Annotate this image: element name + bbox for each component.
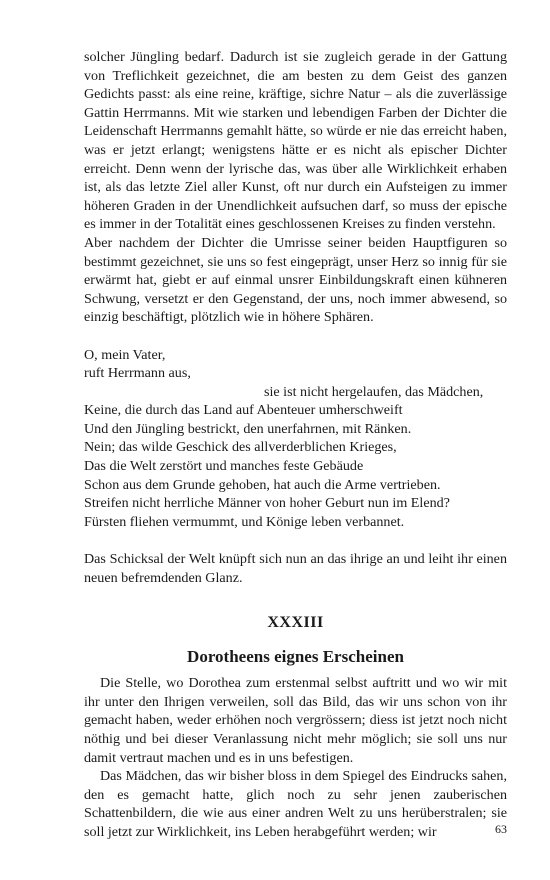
- page-body: [84, 48, 507, 842]
- verse-line: O, mein Vater,: [84, 346, 166, 363]
- verse-line: Und den Jüngling bestrickt, den unerfahrnen, mit Ränken.: [84, 420, 412, 437]
- verse-line: Streifen nicht herrliche Männer von hoher Geburt nun im Elend?: [84, 495, 450, 512]
- chapter-paragraph: Das Mädchen, das wir bisher bloss in dem Spiegel des Eindrucks sahen, den es gemacht hatte, glich noch zu sehr jenen zauberischen Schattenbildern, die wie aus einer andren Welt zu uns herüberstralen; sie soll jetzt zur Wirklichkeit, ins Leben herabgeführt werden; wir: [84, 768, 507, 840]
- verse-line: Nein; das wilde Geschick des allverderblichen Krieges,: [84, 439, 397, 456]
- spacer: [84, 531, 507, 550]
- page-number: 63: [495, 822, 507, 836]
- verse-quote: [84, 346, 507, 532]
- intro-paragraph: solcher Jüngling bedarf. Dadurch ist sie zugleich gerade in der Gattung von Treflichkeit gezeichnet, die am besten zu dem Geist des ganzen Gedichts passt: als eine reine, kräftige, sichre Natur – als die zuverlässige Gattin Herrmanns. Mit wie starken und lebendigen Farben der Dichter die Leidenschaft Herrmanns gemahlt hätte, so würde er nie das erreicht haben, was er jetzt erlangt; wenigstens hätte er es nicht als epischer Dichter erreicht. Denn wenn der lyrische das, was über alle Wirklichkeit erhaben ist, als das letzte Ziel aller Kunst, oft nur durch ein Aufsteigen zu immer höheren Graden in der Unendlichkeit aufsuchen darf, so muss der epische es immer in der Totalität eines geschlossenen Kreises zu finden verstehn.: [84, 49, 507, 233]
- intro-paragraph: Aber nachdem der Dichter die Umrisse seiner beiden Hauptfiguren so bestimmt gezeichnet, sie uns so fest eingeprägt, unser Herz so innig für sie erwärmt hat, giebt er auf einmal unsrer Einbildungskraft einen kühneren Schwung, versetzt er den Gegenstand, der uns, noch immer abwesend, so einzig beschäftigt, plötzlich wie in höhere Sphären.: [84, 234, 507, 326]
- chapter-title: Dorotheens eignes Erscheinen: [187, 647, 404, 667]
- verse-line: ruft Herrmann aus,: [84, 365, 191, 382]
- chapter-number: XXXIII: [267, 614, 324, 632]
- verse-line: Das die Welt zerstört und manches feste Gebäude: [84, 458, 364, 475]
- after-verse-paragraph: Das Schicksal der Welt knüpft sich nun an das ihrige an und leiht ihr einen neuen befremdenden Glanz.: [84, 551, 507, 586]
- chapter-paragraph: Die Stelle, wo Dorothea zum erstenmal selbst auftritt und wo wir mit ihr unter den Ihrigen verweilen, soll das Bild, das wir uns schon von ihr gemacht haben, weder erhöhen noch vergrössern; diess ist jetzt noch nicht nöthig und bei dieser Veranlassung nicht mehr möglich; sie soll uns nur damit vertraut machen und es in uns befestigen.: [84, 675, 507, 766]
- verse-line: sie ist nicht hergelaufen, das Mädchen,: [264, 383, 484, 400]
- spacer: [84, 327, 507, 346]
- verse-line: Keine, die durch das Land auf Abenteuer umherschweift: [84, 402, 403, 419]
- verse-line: Schon aus dem Grunde gehoben, hat auch die Arme vertrieben.: [84, 476, 441, 493]
- verse-line: Fürsten fliehen vermummt, und Könige leben verbannet.: [84, 513, 405, 530]
